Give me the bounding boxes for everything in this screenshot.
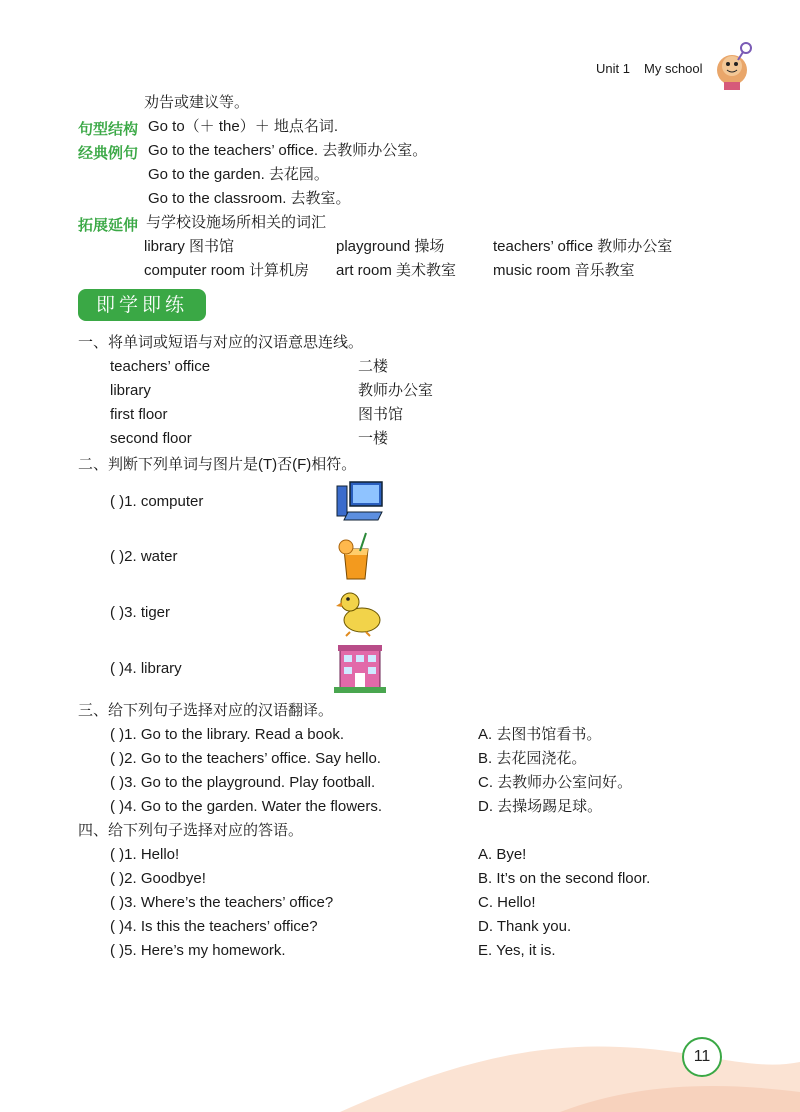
q4-option: C. Hello! xyxy=(478,894,536,911)
mascot-icon xyxy=(710,40,754,92)
example-line: Go to the garden. 去花园。 xyxy=(148,166,329,183)
practice-banner: 即学即练 xyxy=(78,289,206,321)
example-line: Go to the classroom. 去教室。 xyxy=(148,190,351,207)
building-icon xyxy=(334,643,386,695)
q4-option: E. Yes, it is. xyxy=(478,942,556,959)
q4-option: A. Bye! xyxy=(478,846,527,863)
q3-item[interactable]: ( )3. Go to the playground. Play football. xyxy=(110,774,376,791)
vocab-item: art room 美术教室 xyxy=(336,262,457,279)
computer-icon xyxy=(334,478,386,524)
vocab-item: library 图书馆 xyxy=(144,238,235,255)
q4-option: D. Thank you. xyxy=(478,918,572,935)
q1-left-item[interactable]: first floor xyxy=(110,406,168,423)
q3-item[interactable]: ( )2. Go to the teachers’ office. Say hello. xyxy=(110,750,381,767)
q1-left-item[interactable]: second floor xyxy=(110,430,192,447)
vocab-item: teachers’ office 教师办公室 xyxy=(493,238,673,255)
duck-icon xyxy=(336,586,384,638)
example-line: Go to the teachers’ office. 去教师办公室。 xyxy=(148,142,428,159)
orange-juice-icon xyxy=(336,531,376,583)
vocab-item: playground 操场 xyxy=(336,238,445,255)
q4-item[interactable]: ( )2. Goodbye! xyxy=(110,870,206,887)
q2-title: 二、判断下列单词与图片是(T)否(F)相符。 xyxy=(78,456,357,473)
q1-right-item[interactable]: 图书馆 xyxy=(358,406,404,423)
q2-item[interactable]: ( )2. water xyxy=(110,548,178,565)
q1-right-item[interactable]: 二楼 xyxy=(358,358,389,375)
extension-label: 拓展延伸 xyxy=(78,217,139,234)
q1-right-item[interactable]: 教师办公室 xyxy=(358,382,434,399)
q4-item[interactable]: ( )1. Hello! xyxy=(110,846,180,863)
intro-line: 劝告或建议等。 xyxy=(144,94,250,111)
pattern-label: 句型结构 xyxy=(78,121,139,138)
q3-item[interactable]: ( )1. Go to the library. Read a book. xyxy=(110,726,345,743)
q1-right-item[interactable]: 一楼 xyxy=(358,430,389,447)
q4-item[interactable]: ( )3. Where’s the teachers’ office? xyxy=(110,894,334,911)
q2-item[interactable]: ( )1. computer xyxy=(110,493,204,510)
q3-option: B. 去花园浇花。 xyxy=(478,750,587,767)
q1-left-item[interactable]: library xyxy=(110,382,151,399)
q4-option: B. It’s on the second floor. xyxy=(478,870,651,887)
q4-item[interactable]: ( )5. Here’s my homework. xyxy=(110,942,286,959)
q4-item[interactable]: ( )4. Is this the teachers’ office? xyxy=(110,918,318,935)
extension-text: 与学校设施场所相关的词汇 xyxy=(146,214,327,231)
q1-left-item[interactable]: teachers’ office xyxy=(110,358,211,375)
header-unit: Unit 1 xyxy=(596,61,630,76)
footer-wave xyxy=(0,1002,800,1112)
q2-item[interactable]: ( )4. library xyxy=(110,660,182,677)
vocab-item: computer room 计算机房 xyxy=(144,262,310,279)
q2-item[interactable]: ( )3. tiger xyxy=(110,604,171,621)
page-number: 11 xyxy=(682,1037,722,1077)
q4-title: 四、给下列句子选择对应的答语。 xyxy=(78,822,304,839)
q1-title: 一、将单词或短语与对应的汉语意思连线。 xyxy=(78,334,364,351)
q3-item[interactable]: ( )4. Go to the garden. Water the flowers. xyxy=(110,798,383,815)
q3-option: C. 去教师办公室问好。 xyxy=(478,774,633,791)
header-title: My school xyxy=(644,61,703,76)
q3-option: D. 去操场踢足球。 xyxy=(478,798,603,815)
q3-title: 三、给下列句子选择对应的汉语翻译。 xyxy=(78,702,334,719)
pattern-text: Go to（＋ the）＋ 地点名词. xyxy=(148,118,339,135)
q3-option: A. 去图书馆看书。 xyxy=(478,726,602,743)
vocab-item: music room 音乐教室 xyxy=(493,262,635,279)
examples-label: 经典例句 xyxy=(78,145,139,162)
